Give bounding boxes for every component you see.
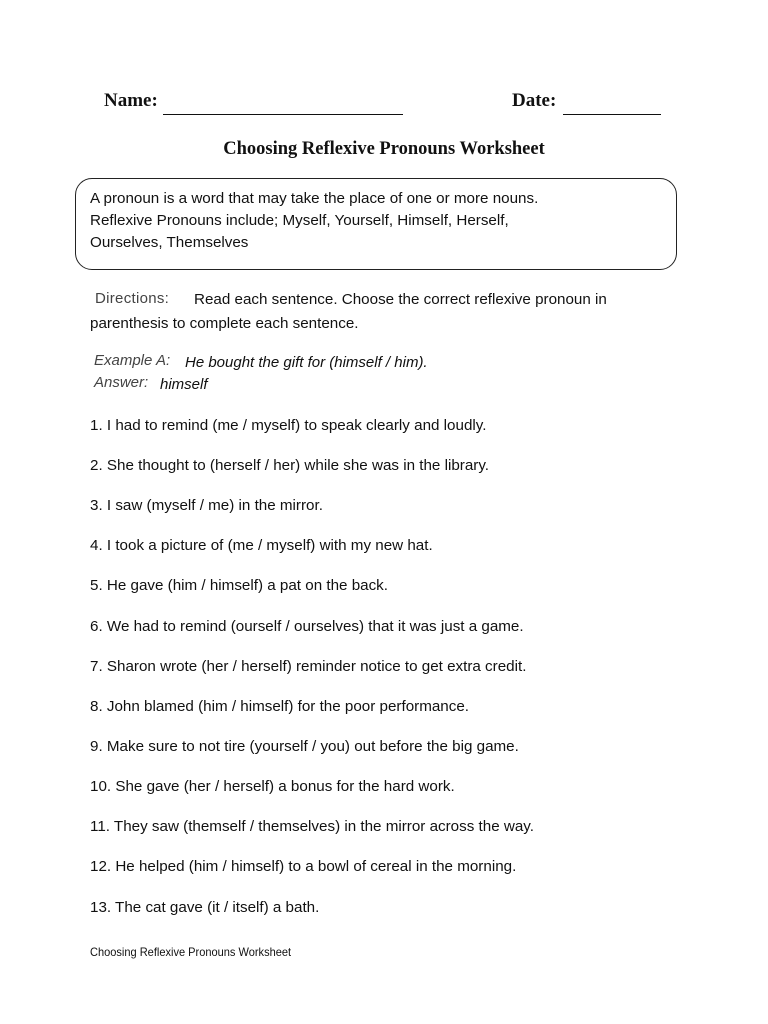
directions-text: Read each sentence. Choose the correct reflexive pronoun in (194, 291, 607, 308)
question-item: 7. Sharon wrote (her / herself) reminder notice to get extra credit. (90, 658, 527, 675)
page-footer: Choosing Reflexive Pronouns Worksheet (90, 945, 292, 959)
question-item: 9. Make sure to not tire (yourself / you) out before the big game. (90, 738, 519, 755)
example-answer: himself (160, 376, 208, 393)
name-label: Name: (104, 90, 158, 111)
definition-line: A pronoun is a word that may take the place of one or more nouns. (90, 190, 539, 207)
question-item: 10. She gave (her / herself) a bonus for the hard work. (90, 778, 455, 795)
question-item: 11. They saw (themself / themselves) in the mirror across the way. (90, 818, 534, 835)
question-item: 2. She thought to (herself / her) while she was in the library. (90, 457, 490, 474)
directions-label: Directions: (95, 290, 170, 307)
example-sentence: He bought the gift for (himself / him). (185, 354, 428, 371)
date-blank-line (563, 114, 661, 115)
question-item: 1. I had to remind (me / myself) to speak clearly and loudly. (90, 417, 487, 434)
directions-text: parenthesis to complete each sentence. (90, 315, 359, 332)
worksheet-title: Choosing Reflexive Pronouns Worksheet (223, 139, 545, 159)
question-item: 3. I saw (myself / me) in the mirror. (90, 497, 323, 514)
date-label: Date: (512, 90, 557, 111)
example-label: Example A: (94, 352, 171, 369)
question-item: 12. He helped (him / himself) to a bowl of cereal in the morning. (90, 858, 517, 875)
question-item: 5. He gave (him / himself) a pat on the back. (90, 577, 388, 594)
answer-label: Answer: (94, 374, 149, 391)
question-item: 6. We had to remind (ourself / ourselves) that it was just a game. (90, 618, 524, 635)
name-blank-line (163, 114, 403, 115)
question-item: 13. The cat gave (it / itself) a bath. (90, 899, 320, 916)
definition-line: Reflexive Pronouns include; Myself, Yourself, Himself, Herself, (90, 212, 509, 229)
question-item: 8. John blamed (him / himself) for the poor performance. (90, 698, 470, 715)
question-item: 4. I took a picture of (me / myself) with my new hat. (90, 537, 433, 554)
definition-line: Ourselves, Themselves (90, 234, 249, 251)
